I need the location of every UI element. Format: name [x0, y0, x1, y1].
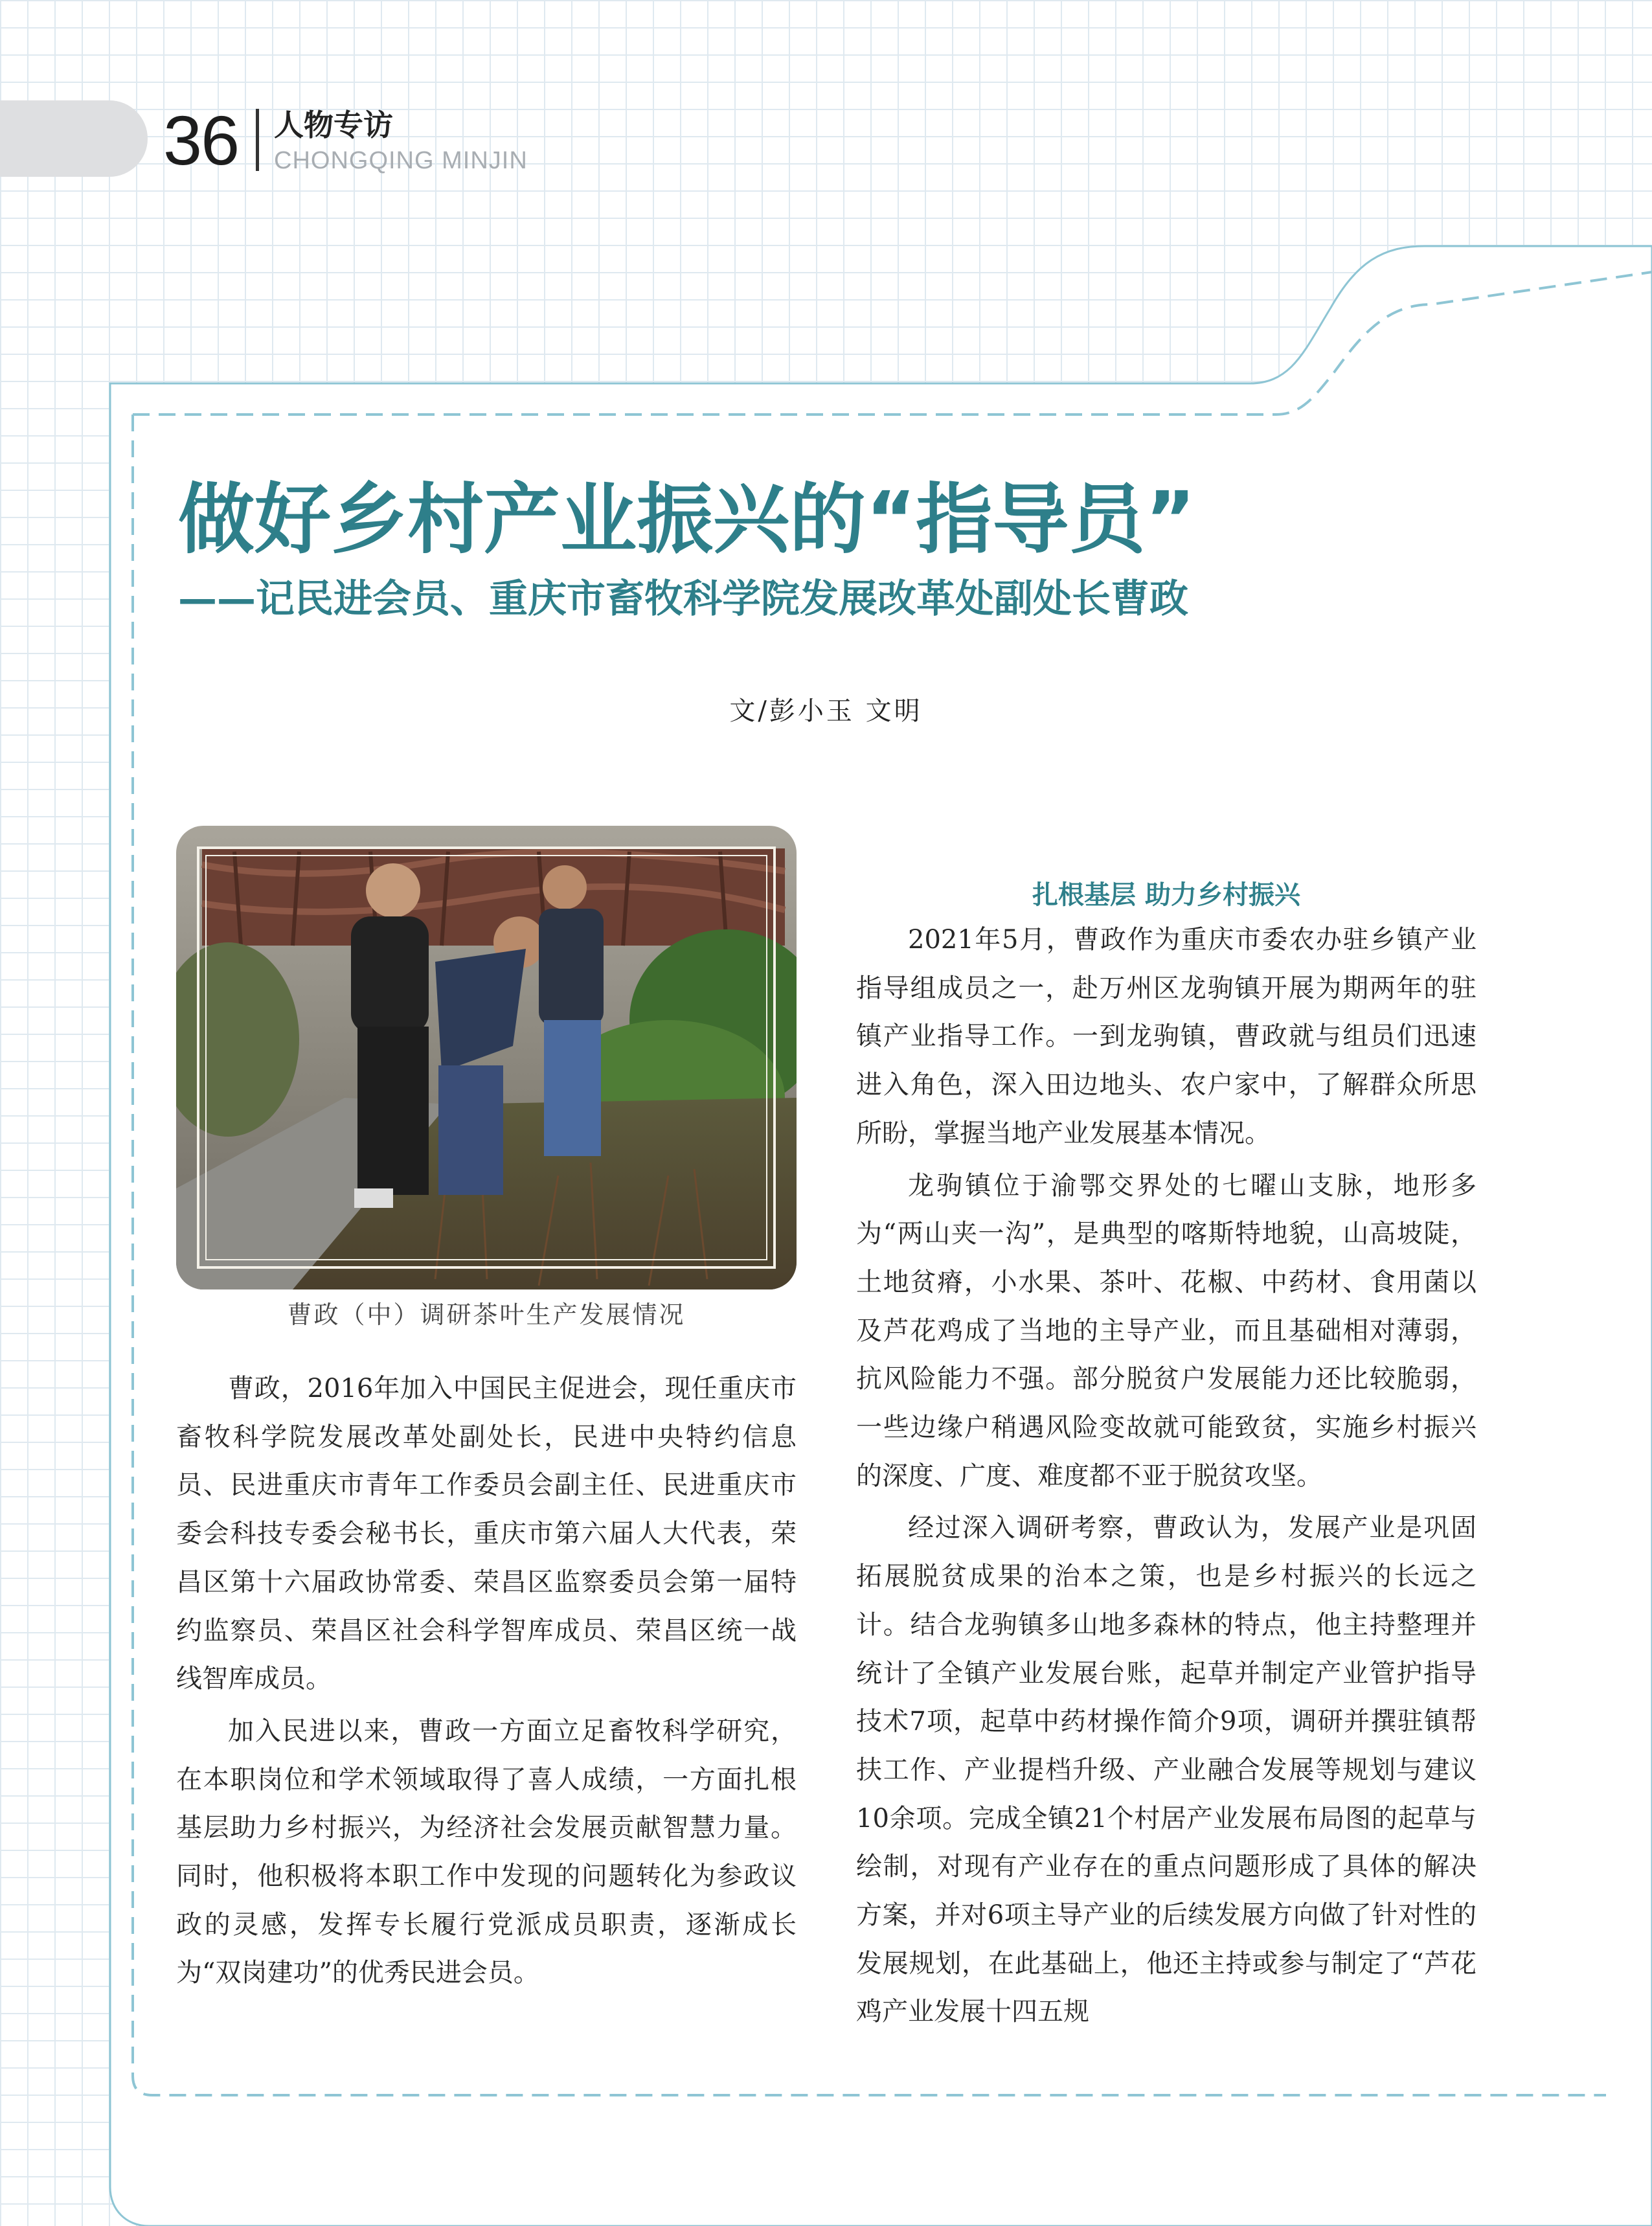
paragraph: 2021年5月，曹政作为重庆市委农办驻乡镇产业指导组成员之一，赴万州区龙驹镇开展为期两年的驻镇产业指导工作。一到龙驹镇，曹政就与组员们迅速进入角色，深入田边地头、农户家中，了解群众所思所盼，掌握当地产业发展基本情况。: [856, 925, 1477, 1148]
byline: 文/彭小玉 文明: [729, 696, 923, 726]
section-heading: 扎根基层 助力乡村振兴: [1032, 880, 1300, 910]
paragraph: 加入民进以来，曹政一方面立足畜牧科学研究，在本职岗位和学术领域取得了喜人成绩，一方面扎根基层助力乡村振兴，为经济社会发展贡献智慧力量。同时，他积极将本职工作中发现的问题转化为参政议政的灵感，发挥专长履行党派成员职责，逐渐成长为“双岗建功”的优秀民进会员。: [176, 1716, 797, 1988]
paragraph: 龙驹镇位于渝鄂交界处的七曜山支脉，地形多为“两山夹一沟”，是典型的喀斯特地貌，山高坡陡，土地贫瘠，小水果、茶叶、花椒、中药材、食用菌以及芦花鸡成了当地的主导产业，而且基础相对薄弱，抗风险能力不强。部分脱贫户发展能力还比较脆弱，一些边缘户稍遇风险变故就可能致贫，实施乡村振兴的深度、广度、难度都不亚于脱贫攻坚。: [856, 1170, 1477, 1491]
article-subtitle: ——记民进会员、重庆市畜牧科学院发展改革处副处长曹政: [178, 576, 1188, 622]
paragraph: 经过深入调研考察，曹政认为，发展产业是巩固拓展脱贫成果的治本之策，也是乡村振兴的长远之计。结合龙驹镇多山地多森林的特点，他主持整理并统计了全镇产业发展台账，起草并制定产业管护指导技术7项，起草中药材操作简介9项，调研并撰驻镇帮扶工作、产业提档升级、产业融合发展等规划与建议10余项。完成全镇21个村居产业发展布局图的起草与绘制，对现有产业存在的重点问题形成了具体的解决方案，并对6项主导产业的后续发展方向做了针对性的发展规划，在此基础上，他还主持或参与制定了“芦花鸡产业发展十四五规: [856, 1513, 1477, 2027]
section-name: 人物专访: [274, 108, 393, 142]
article-title: 做好乡村产业振兴的“指导员”: [178, 475, 1196, 564]
left-column: [176, 1365, 797, 2001]
paragraph: 曹政，2016年加入中国民主促进会，现任重庆市畜牧科学院发展改革处副处长，民进中央特约信息员、民进重庆市青年工作委员会副主任、民进重庆市委会科技专委会秘书长，重庆市第六届人大代表，荣昌区第十六届政协常委、荣昌区监察委员会第一届特约监察员、荣昌区社会科学智库成员、荣昌区统一战线智库成员。: [176, 1374, 797, 1694]
photo-caption: 曹政（中）调研茶叶生产发展情况: [287, 1300, 686, 1329]
right-column: [856, 874, 1477, 2040]
magazine-name: CHONGQING MINJIN: [274, 147, 528, 174]
page-number: 36: [163, 101, 239, 179]
